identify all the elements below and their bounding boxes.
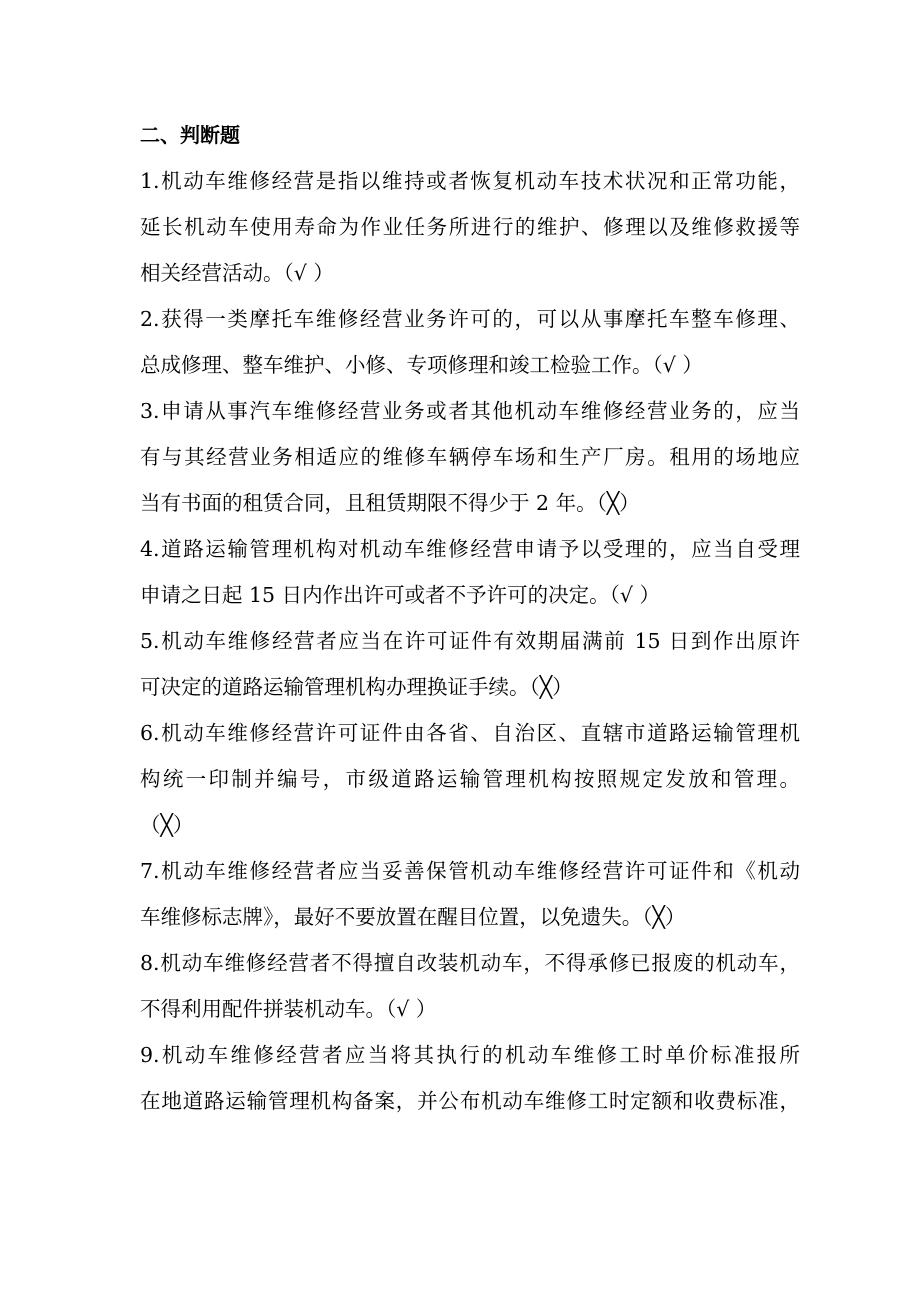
question-line: 6.机动车维修经营许可证件由各省、自治区、直辖市道路运输管理机 xyxy=(140,721,800,745)
question-line: 有与其经营业务相适应的维修车辆停车场和生产厂房。租用的场地应 xyxy=(140,445,800,469)
question-line: 不得利用配件拼装机动车。（√ ） xyxy=(140,997,437,1021)
question-1 xyxy=(140,158,800,296)
question-6 xyxy=(140,710,800,848)
question-line: 构统一印制并编号，市级道路运输管理机构按照规定发放和管理。 xyxy=(140,767,800,791)
question-line: 可决定的道路运输管理机构办理换证手续。（╳） xyxy=(140,675,573,699)
question-line: 2.获得一类摩托车维修经营业务许可的，可以从事摩托车整车修理、 xyxy=(140,307,800,331)
question-2 xyxy=(140,296,800,388)
question-9 xyxy=(140,1032,800,1124)
question-line: 1.机动车维修经营是指以维持或者恢复机动车技术状况和正常功能， xyxy=(140,169,800,193)
document-page xyxy=(140,112,800,1124)
question-4 xyxy=(140,526,800,618)
question-line: 当有书面的租赁合同，且租赁期限不得少于 2 年。（╳） xyxy=(140,491,640,515)
question-line: 9.机动车维修经营者应当将其执行的机动车维修工时单价标准报所 xyxy=(140,1043,800,1067)
question-line: 相关经营活动。（√ ） xyxy=(140,261,334,285)
question-line: 3.申请从事汽车维修经营业务或者其他机动车维修经营业务的，应当 xyxy=(140,399,800,423)
question-line: 4.道路运输管理机构对机动车维修经营申请予以受理的，应当自受理 xyxy=(140,537,800,561)
question-line: （╳） xyxy=(140,813,194,837)
question-line: 在地道路运输管理机构备案，并公布机动车维修工时定额和收费标准， xyxy=(140,1089,800,1113)
question-line: 申请之日起 15 日内作出许可或者不予许可的决定。（√ ） xyxy=(140,583,660,607)
question-7 xyxy=(140,848,800,940)
question-line: 7.机动车维修经营者应当妥善保管机动车维修经营许可证件和《机动 xyxy=(140,859,800,883)
question-line: 8.机动车维修经营者不得擅自改装机动车，不得承修已报废的机动车， xyxy=(140,951,800,975)
question-line: 总成修理、整车维护、小修、专项修理和竣工检验工作。（√ ） xyxy=(140,353,703,377)
question-3 xyxy=(140,388,800,526)
question-8 xyxy=(140,940,800,1032)
question-5 xyxy=(140,618,800,710)
section-title: 二、判断题 xyxy=(140,123,240,147)
question-line: 车维修标志牌》，最好不要放置在醒目位置，以免遗失。（╳） xyxy=(140,905,686,929)
question-line: 5.机动车维修经营者应当在许可证件有效期届满前 15 日到作出原许 xyxy=(140,629,800,653)
question-line: 延长机动车使用寿命为作业任务所进行的维护、修理以及维修救援等 xyxy=(140,215,800,239)
